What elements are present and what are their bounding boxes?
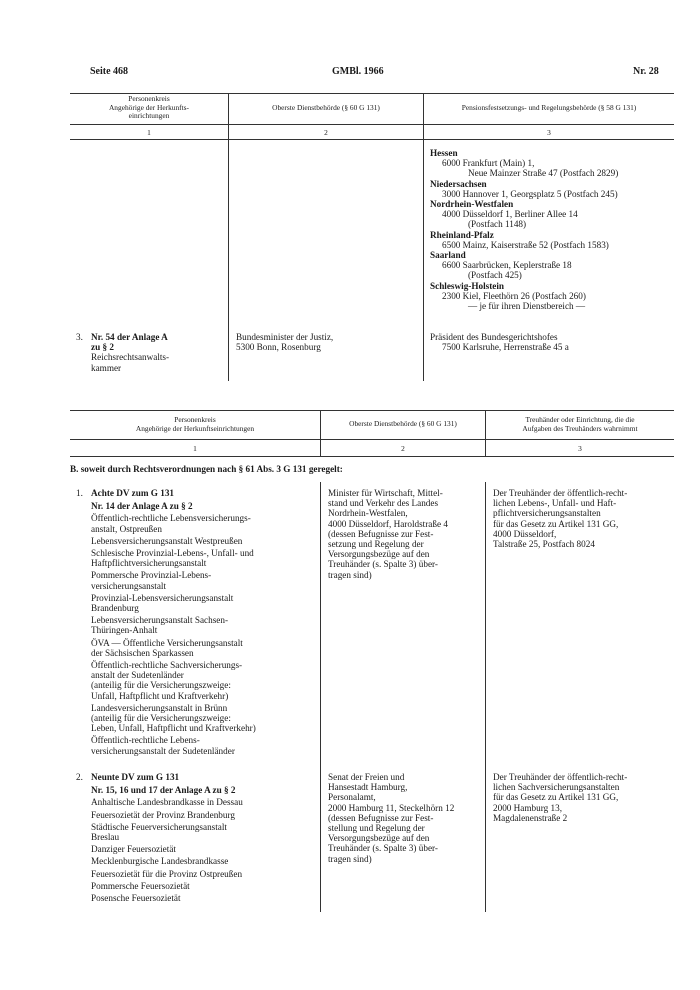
row3-regelungsbehoerde: Präsident des Bundesgerichtshofes 7500 Karlsruhe, Herrenstraße 45 a [430, 332, 569, 353]
entry2-dienstbehoerde: Senat der Freien und Hansestadt Hamburg, Personalamt, 2000 Hamburg 11, Steckelhörn 12 (dessen Befugnisse zur Fest- stellung und Regelung der Versorgungsbezüge auf den Treuhänder (s. Spalte 3) über- tragen sind) [328, 772, 455, 864]
list-item: Breslau [91, 832, 120, 843]
address-line: 4000 Düsseldorf 1, Berliner Allee 14 [442, 209, 578, 220]
entry1-treuhaender: Der Treuhänder der öffentlich-recht- lichen Lebens-, Unfall- und Haft- pflichtversicherungsanstalten für das Gesetz zu Artikel 131 GG, 4000 Düsseldorf, Talstraße 25, Postfach 8024 [493, 488, 628, 550]
entry2-personenkreis: Neunte DV zum G 131 Nr. 15, 16 und 17 der Anlage A zu § 2 Anhaltische Landesbrandkasse in Dessau Feuersozietät der Provinz Brandenburg Städtische Feuerversicherungsanstalt Breslau Danziger Feuersozietät Mecklenburgische Landesbrandkasse Feuersozietät für die Provinz Ostpreußen Pommersche Feuersozietät Posensche Feuersozietät [91, 772, 243, 904]
row3-dienstbehoerde: Bundesminister der Justiz, 5300 Bonn, Rosenburg [236, 332, 334, 353]
state-name: Rheinland-Pfalz [430, 229, 494, 240]
page-number: Seite 468 [90, 66, 129, 77]
address-line: — je für ihren Dienstbereich — [468, 301, 586, 312]
table1-col2-header: Oberste Dienstbehörde (§ 60 G 131) [272, 103, 380, 112]
table2-number-rule [70, 456, 674, 457]
table1-col3-header: Pensionsfestsetzungs- und Regelungsbehörde (§ 58 G 131) [461, 103, 637, 112]
list-item: Leben, Unfall, Haftpflicht und Kraftverkehr) [91, 723, 256, 734]
table2-col1-header: Personenkreis Angehörige der Herkunftseinrichtungen [135, 415, 255, 433]
table1-colnum-1: 1 [147, 128, 151, 137]
table2-colnum-3: 3 [578, 444, 582, 453]
list-item: Brandenburg [91, 603, 139, 614]
address-line: 6600 Saarbrücken, Keplerstraße 18 [442, 260, 572, 271]
state-name: Hessen [430, 148, 458, 158]
table2-col3-header: Treuhänder oder Einrichtung, die die Aufgaben des Treuhänders wahrnimmt [522, 415, 638, 433]
entry1-personenkreis: Achte DV zum G 131 Nr. 14 der Anlage A zu § 2 Öffentlich-rechtliche Lebensversicherungs- anstalt, Ostpreußen Lebensversicherungsanstalt Westpreußen Schlesische Provinzial-Lebens-, Unfall- und Haftpflichtversicherungsanstalt Pommersche Provinzial-Lebens- versicherungsanstalt Provinzial-Lebensversicherungsanstalt Brandenburg Lebensversicherungsanstalt Sachsen- Thüringen-Anhalt ÖVA — Öffentliche Versicherungsanstalt der Sächsischen Sparkassen Öffentlich-rechtliche Sachversicherungs- anstalt der Sudetenländer (anteilig für die Versicherungszweige: Unfall, Haftpflicht und Kraftverkehr) Landesversicherungsanstalt in Brünn (anteilig für die Versicherungszweige: Leben, Unfall, Haftpflicht und Kraftverkehr) Öffentlich-rechtliche Lebens- versicherungsanstalt der Sudetenländer [91, 488, 256, 756]
address-line: Neue Mainzer Straße 47 (Postfach 2829) [468, 168, 619, 179]
address-line: 3000 Hannover 1, Georgsplatz 5 (Postfach 245) [442, 188, 618, 199]
list-item: ÖVA — Öffentliche Versicherungsanstalt [91, 637, 243, 648]
address-line: (Postfach 425) [468, 270, 522, 281]
table2-top-rule [70, 410, 674, 411]
address-line: 6000 Frankfurt (Main) 1, [442, 158, 535, 169]
list-item: Schlesische Provinzial-Lebens-, Unfall- und [91, 548, 254, 559]
list-item: anstalt der Sudetenländer [91, 670, 184, 681]
list-item: versicherungsanstalt [91, 580, 167, 591]
list-item: der Sächsischen Sparkassen [91, 647, 194, 658]
table2-header-rule [70, 439, 674, 440]
list-item: Danziger Feuersozietät [91, 844, 176, 855]
state-name: Saarland [430, 250, 466, 261]
list-item: Lebensversicherungsanstalt Westpreußen [91, 535, 243, 546]
list-item: anstalt, Ostpreußen [91, 523, 162, 534]
table2-col-divider-1 [320, 482, 321, 912]
list-item: (anteilig für die Versicherungszweige: [91, 713, 231, 724]
row3-number: 3. [76, 332, 83, 342]
table1-colnum-3: 3 [547, 128, 551, 137]
list-item: Öffentlich-rechtliche Sachversicherungs- [91, 660, 243, 671]
list-item: Lebensversicherungsanstalt Sachsen- [91, 615, 229, 626]
issue-number: Nr. 28 [633, 66, 659, 77]
address-line: 2300 Kiel, Fleethörn 26 (Postfach 260) [442, 290, 586, 301]
state-authorities-list [430, 148, 618, 311]
list-item: Landesversicherungsanstalt in Brünn [91, 702, 228, 713]
list-item: Unfall, Haftpflicht und Kraftverkehr) [91, 690, 229, 701]
list-item: Mecklenburgische Landesbrandkasse [91, 856, 229, 867]
list-item: Provinzial-Lebensversicherungsanstalt [91, 592, 234, 603]
table2-colnum-1: 1 [193, 444, 197, 453]
list-item: Pommersche Feuersozietät [91, 880, 190, 891]
section-heading: B. soweit durch Rechtsverordnungen nach § 61 Abs. 3 G 131 geregelt: [70, 464, 343, 474]
row3-personenkreis: Nr. 54 der Anlage A zu § 2 Reichsrechtsanwalts- kammer [91, 332, 170, 373]
state-name: Schleswig-Holstein [430, 280, 505, 291]
publication-title: GMBl. 1966 [332, 66, 384, 77]
table1-number-rule [70, 139, 674, 140]
address-line: (Postfach 1148) [468, 219, 527, 230]
list-item: Öffentlich-rechtliche Lebens- [91, 735, 200, 746]
list-item: Öffentlich-rechtliche Lebensversicherungs- [91, 513, 251, 524]
list-item: (anteilig für die Versicherungszweige: [91, 680, 231, 691]
state-name: Nordrhein-Westfalen [430, 199, 514, 210]
address-line: 6500 Mainz, Kaiserstraße 52 (Postfach 1583) [442, 239, 609, 250]
state-name: Niedersachsen [430, 178, 487, 189]
table2-colnum-2: 2 [401, 444, 405, 453]
list-item: Anhaltische Landesbrandkasse in Dessau [91, 797, 243, 808]
list-item: Feuersozietät der Provinz Brandenburg [91, 809, 235, 820]
list-item: Thüringen-Anhalt [91, 625, 158, 636]
table1-header-rule [70, 124, 674, 125]
entry2-number: 2. [76, 772, 83, 782]
list-item: Feuersozietät für die Provinz Ostpreußen [91, 868, 243, 879]
list-item: versicherungsanstalt der Sudetenländer [91, 745, 235, 756]
table1-colnum-2: 2 [324, 128, 328, 137]
table2-col2-header: Oberste Dienstbehörde (§ 60 G 131) [349, 419, 457, 428]
list-item: Städtische Feuerversicherungsanstalt [91, 821, 227, 832]
entry2-treuhaender: Der Treuhänder der öffentlich-recht- lichen Sachversicherungsanstalten für das Gesetz zu Artikel 131 GG, 2000 Hamburg 13, Magdalenenstraße 2 [493, 772, 628, 823]
table1-col1-header: Personenkreis Angehörige der Herkunfts- einrichtungen [108, 94, 190, 121]
list-item: Pommersche Provinzial-Lebens- [91, 570, 212, 581]
entry1-number: 1. [76, 488, 83, 498]
table2-col-divider-2 [485, 482, 486, 912]
entry1-dienstbehoerde: Minister für Wirtschaft, Mittel- stand und Verkehr des Landes Nordrhein-Westfalen, 4000 Düsseldorf, Haroldstraße 4 (dessen Befugnisse zur Fest- setzung und Regelung der Versorgungsbezüge auf den Treuhänder (s. Spalte 3) über- tragen sind) [328, 488, 448, 580]
list-item: Haftpflichtversicherungsanstalt [91, 558, 207, 569]
list-item: Posensche Feuersozietät [91, 893, 181, 904]
